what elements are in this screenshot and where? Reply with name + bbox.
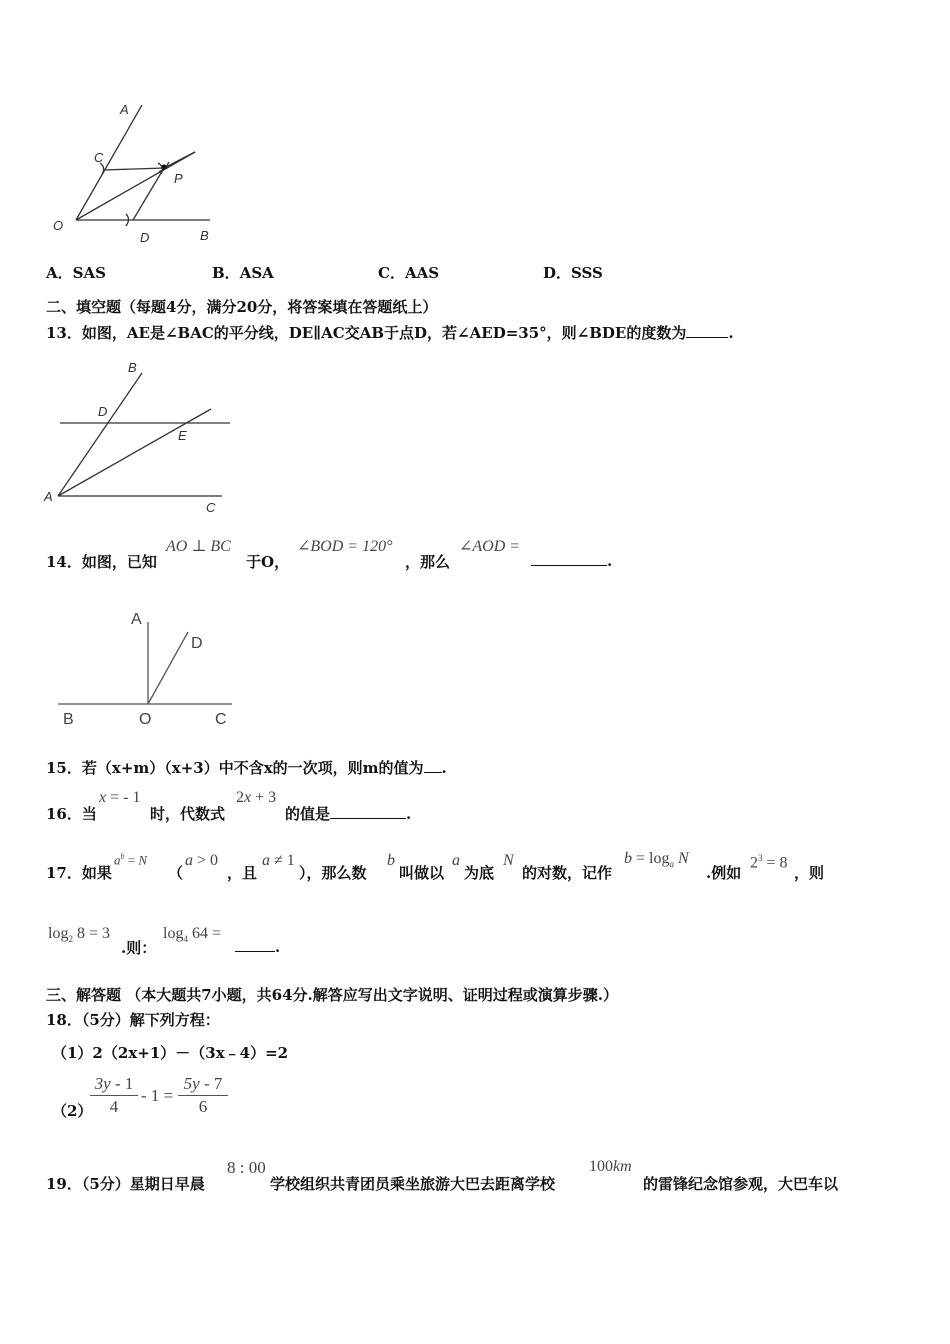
question-19-prefix: 19．（5分）星期日早晨	[46, 1175, 205, 1193]
label-B: B	[200, 228, 209, 243]
q17-line2-p1: .则：	[121, 939, 157, 957]
question-17-prefix: 17．如果	[46, 864, 112, 882]
label-D: D	[140, 230, 150, 245]
label-B: B	[63, 711, 74, 728]
label-A: A	[131, 611, 142, 628]
label-P: P	[174, 171, 183, 186]
label-O: O	[53, 218, 64, 233]
option-d: D．SSS	[543, 264, 603, 282]
label-A: A	[44, 489, 53, 504]
math-x-eq: x = - 1	[99, 789, 141, 806]
question-16-mid: 时，代数式	[150, 805, 226, 823]
fraction-left	[90, 1073, 138, 1118]
section2-title: 二、填空题（每题4分，满分20分，将答案填在答题纸上）	[46, 298, 438, 316]
math-a-gt-0: a > 0	[185, 852, 219, 869]
math-angle-aod: ∠AOD =	[459, 538, 521, 555]
q17-p5: 为底	[464, 864, 495, 882]
option-b: B．ASA	[212, 264, 274, 282]
math-a-ne-1: a ≠ 1	[262, 852, 295, 869]
q17-p6: 的对数，记作	[522, 864, 613, 882]
q17-p4: 叫做以	[399, 864, 445, 882]
label-D: D	[98, 404, 108, 419]
q17-answer: .	[235, 937, 280, 956]
fraction-right-denominator: 6	[198, 1097, 208, 1116]
fraction-left-numerator: 3y - 1	[90, 1073, 138, 1096]
figure-q13	[40, 355, 240, 520]
label-E: E	[178, 428, 187, 443]
label-O: O	[139, 711, 152, 728]
question-16-suffix: 的值是 .	[285, 805, 412, 823]
question-19-mid: 学校组织共青团员乘坐旅游大巴去距离学校	[270, 1175, 556, 1193]
question-18-eq1: （1）2（2x+1）－（3x﹣4）=2	[52, 1044, 289, 1062]
question-13: 13．如图，AE是∠BAC的平分线，DE∥AC交AB于点D，若∠AED=35°，则∠BDE的度数为 .	[46, 324, 734, 342]
q17-p2: ，且	[227, 864, 258, 882]
question-14-mid2: ，那么	[405, 553, 451, 571]
label-C: C	[206, 500, 216, 515]
math-expression: 2x + 3	[236, 789, 277, 806]
option-c: C．AAS	[378, 264, 440, 282]
math-a-pow-b: $a^b = N$	[114, 852, 148, 868]
label-C: C	[94, 150, 104, 165]
math-minus-one-eq: - 1 =	[141, 1086, 174, 1105]
q17-p3: ），那么数	[299, 864, 367, 882]
label-A: A	[120, 102, 129, 117]
question-15: 15．若（x+m）（x+3）中不含x的一次项，则m的值为 .	[46, 759, 447, 777]
question-19-suffix: 的雷锋纪念馆参观，大巴车以	[643, 1175, 839, 1193]
math-angle-bod: ∠BOD = 120°	[297, 538, 393, 555]
math-distance: 100km	[589, 1158, 632, 1175]
label-D: D	[191, 635, 203, 652]
question-14-answer: .	[531, 551, 612, 570]
math-time: 8 : 00	[227, 1158, 266, 1177]
question-14-mid1: 于O，	[246, 553, 290, 571]
math-ao-perp-bc: AO ⊥ BC	[166, 538, 231, 555]
q17-p1: （	[168, 864, 184, 882]
section3-title: 三、解答题 （本大题共7小题，共64分.解答应写出文字说明、证明过程或演算步骤.）	[46, 986, 618, 1004]
question-18-title: 18．（5分）解下列方程：	[46, 1011, 220, 1029]
option-a: A．SAS	[46, 264, 106, 282]
math-log4-64: $\log_4 64$ =	[163, 925, 221, 945]
figure-q14	[50, 600, 250, 730]
q17-p7: .例如	[706, 864, 742, 882]
question-14-prefix: 14．如图，已知	[46, 553, 157, 571]
math-b: b	[387, 852, 395, 869]
question-16-prefix: 16．当	[46, 805, 97, 823]
math-two-cubed: $2^3 = 8$	[750, 853, 788, 872]
question-18-eq2-label: （2）	[52, 1102, 93, 1120]
label-B: B	[128, 360, 137, 375]
figure-q12	[40, 95, 230, 255]
math-a: a	[452, 852, 460, 869]
math-log-def: $b = \log_a N$	[624, 850, 689, 870]
math-n: N	[503, 852, 514, 869]
fraction-left-denominator: 4	[109, 1097, 119, 1116]
q17-p8: ，则	[794, 864, 825, 882]
label-C: C	[215, 711, 227, 728]
fraction-right-numerator: 5y - 7	[178, 1073, 228, 1096]
math-log2-8: $\log_2 8 = 3$	[48, 925, 110, 945]
fraction-right	[178, 1073, 228, 1118]
